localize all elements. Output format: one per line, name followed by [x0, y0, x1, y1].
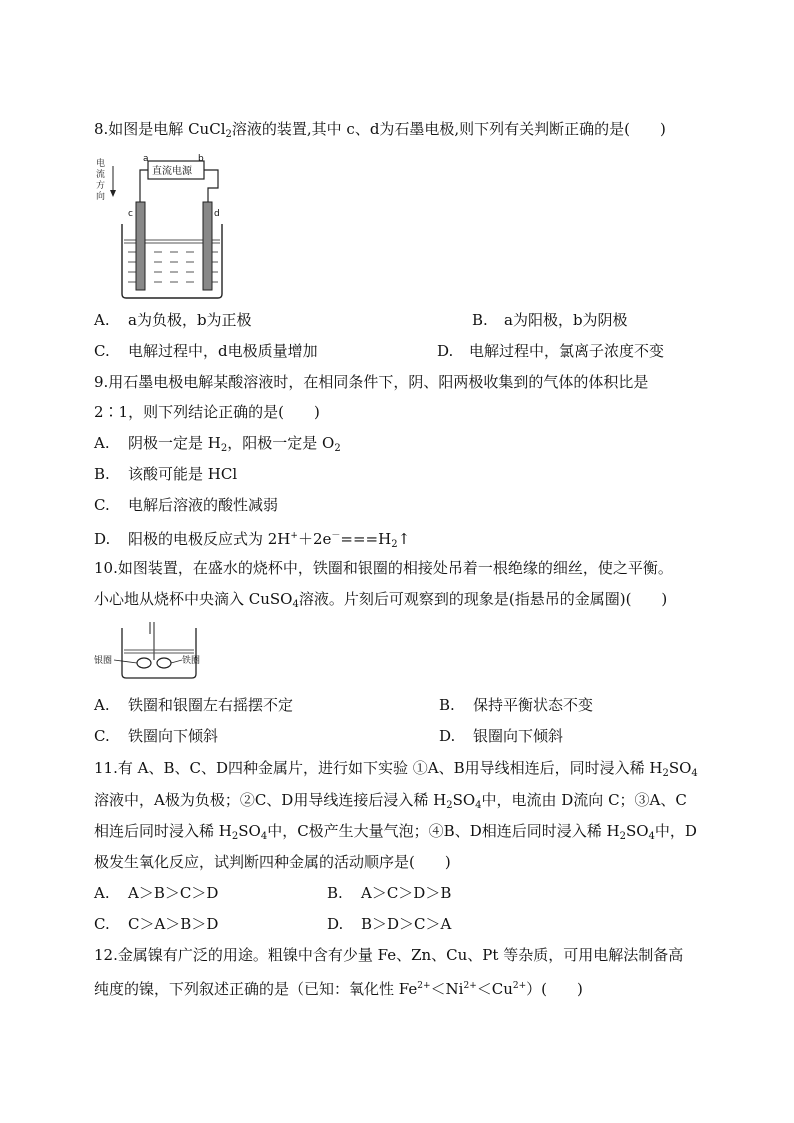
terminal-b-label: b: [198, 154, 204, 164]
q12-stem-line2: 纯度的镍，下列叙述正确的是（已知：氧化性 $Fe^{2+}<Ni^{2+}<Cu^{2+}$）( ): [94, 980, 583, 998]
svg-text:方: 方: [96, 181, 106, 191]
q10-option-b: B. 保持平衡状态不变: [439, 696, 594, 714]
electrolysis-figure: [94, 152, 234, 302]
q8-option-b: B. a为阳极，b为阴极: [472, 311, 628, 329]
electrode-c-label: c: [128, 209, 133, 219]
q8-option-a: A. a为负极，b为正极: [94, 311, 252, 329]
silver-ring-label: 银圈: [94, 656, 113, 666]
q10-option-d: D. 银圈向下倾斜: [439, 727, 564, 745]
q9-option-a: A. 阴极一定是 $H_2$，阳极一定是 $O_2$: [94, 434, 341, 454]
q9-stem-line1: 9.用石墨电极电解某酸溶液时，在相同条件下，阴、阳两极收集到的气体的体积比是: [94, 373, 649, 391]
svg-text:电: 电: [96, 159, 106, 169]
svg-text:向: 向: [96, 192, 106, 202]
q10-stem-line1: 10.如图装置，在盛水的烧杯中，铁圈和银圈的相接处吊着一根绝缘的细丝，使之平衡。: [94, 559, 673, 577]
q8-option-c: C. 电解过程中，d电极质量增加: [94, 342, 318, 360]
q11-stem-line2: 溶液中，A极为负极；②C、D用导线连接后浸入稀 $H_2SO_4$中，电流由 D流向 C；③A、C: [94, 791, 687, 811]
q11-option-d: D. B＞D＞C＞A: [327, 915, 452, 933]
q9-stem-line2: 2∶1，则下列结论正确的是( ): [94, 403, 320, 421]
q10-option-a: A. 铁圈和银圈左右摇摆不定: [94, 696, 294, 714]
q9-option-b: B. 该酸可能是 HCl: [94, 465, 238, 483]
q11-stem-line4: 极发生氧化反应，试判断四种金属的活动顺序是( ): [94, 853, 451, 871]
q8-option-d: D. 电解过程中，氯离子浓度不变: [437, 342, 665, 360]
q11-stem-line3: 相连后同时浸入稀 $H_2SO_4$中，C极产生大量气泡；④B、D相连后同时浸入稀 $H_2SO_4$中，D: [94, 822, 697, 842]
electrode-d-label: d: [214, 209, 220, 219]
rings-beaker-figure: [94, 620, 224, 682]
q10-option-c: C. 铁圈向下倾斜: [94, 727, 219, 745]
current-direction-label: [96, 157, 105, 202]
silver-ring: [137, 658, 151, 668]
q8-stem: 8.如图是电解 CuCl$_2$溶液的装置,其中 c、d为石墨电极,则下列有关判断正确的是( ): [94, 120, 666, 140]
electrode-d: [203, 202, 212, 290]
q11-option-c: C. C＞A＞B＞D: [94, 915, 219, 933]
q9-option-d: D. 阳极的电极反应式为 $2H^++2e^-===H_2↑$: [94, 530, 411, 550]
q10-stem-line2: 小心地从烧杯中央滴入 CuSO$_4$溶液。片刻后可观察到的现象是(指悬吊的金属圈)( ): [94, 590, 668, 610]
q11-stem-line1: 11.有 A、B、C、D四种金属片，进行如下实验 ①A、B用导线相连后，同时浸入稀 $H_2SO_4$: [94, 759, 698, 779]
svg-text:流: 流: [96, 170, 106, 180]
terminal-a-label: a: [143, 154, 149, 164]
electrode-c: [136, 202, 145, 290]
iron-ring: [157, 658, 171, 668]
q11-option-b: B. A＞C＞D＞B: [327, 884, 452, 902]
q12-stem-line1: 12.金属镍有广泛的用途。粗镍中含有少量 Fe、Zn、Cu、Pt 等杂质，可用电解法制备高: [94, 946, 684, 964]
iron-ring-label: 铁圈: [182, 656, 201, 666]
power-supply-label: 直流电源: [152, 166, 192, 177]
q11-option-a: A. A＞B＞C＞D: [94, 884, 219, 902]
q9-option-c: C. 电解后溶液的酸性减弱: [94, 496, 279, 514]
